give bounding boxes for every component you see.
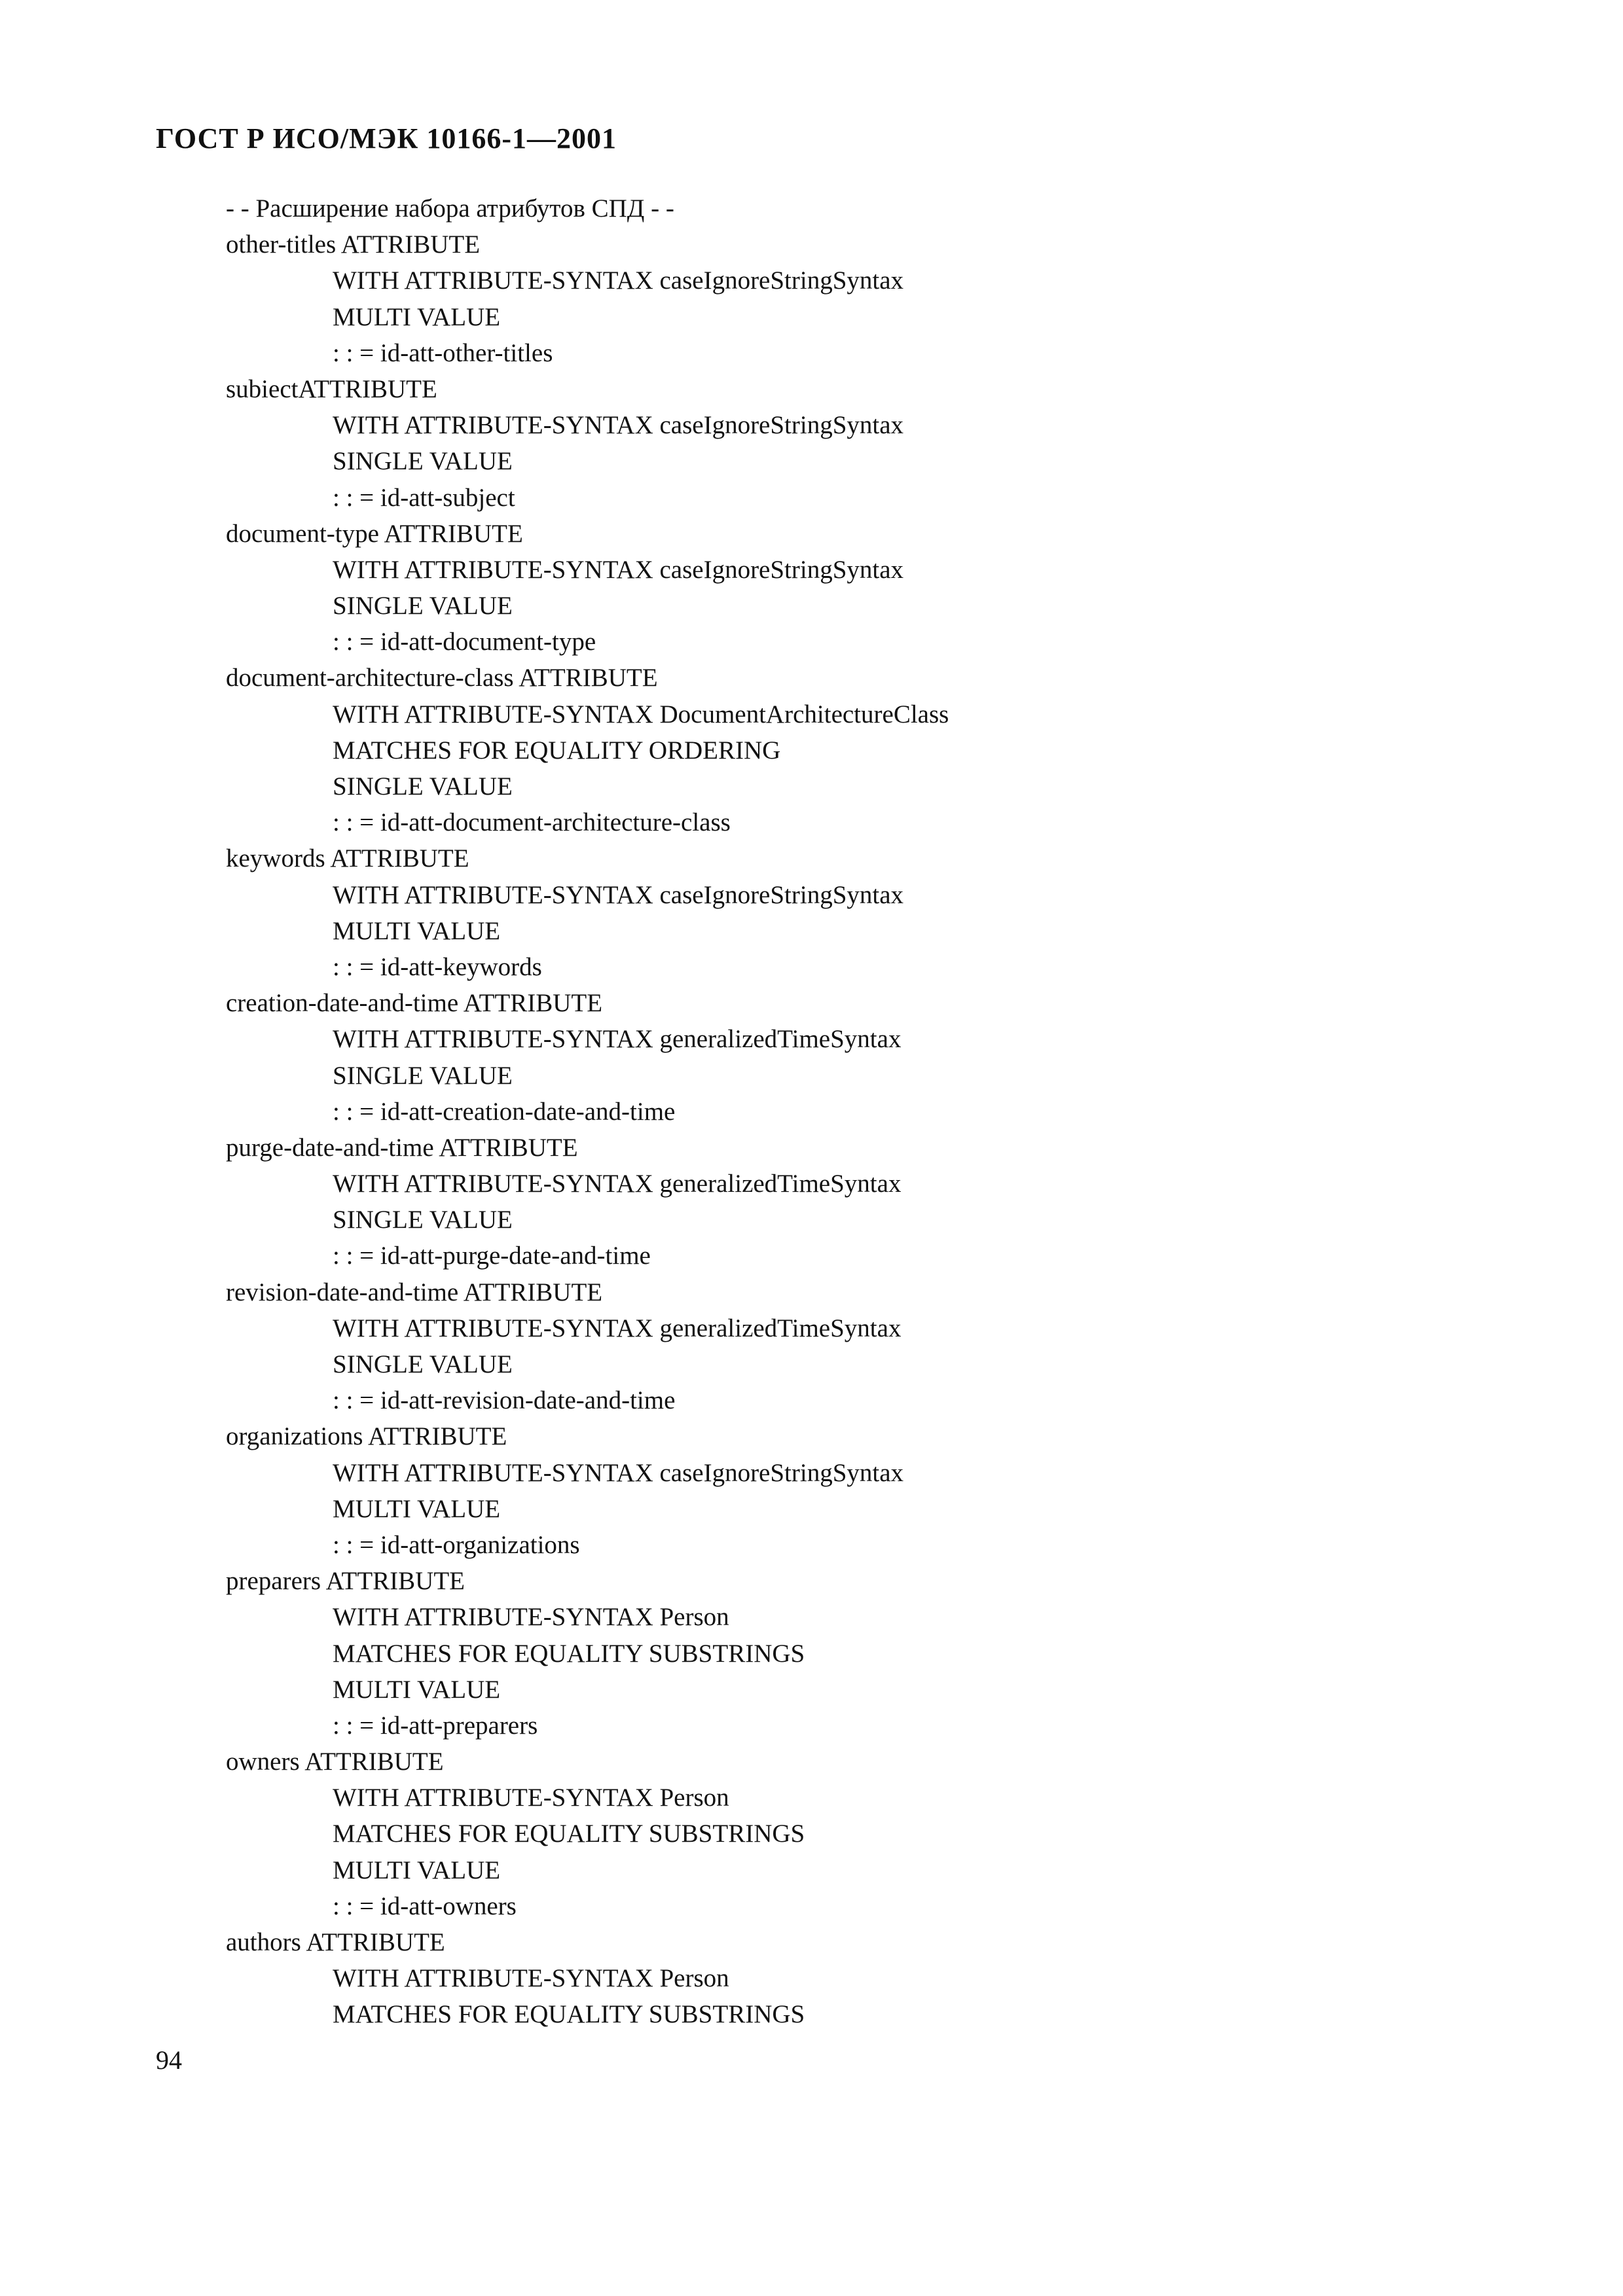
attribute-clause-line: SINGLE VALUE bbox=[333, 772, 513, 800]
attribute-clause-line: MULTI VALUE bbox=[333, 302, 501, 331]
attribute-name-line: authors ATTRIBUTE bbox=[226, 1928, 445, 1956]
attribute-name-line: subiectATTRIBUTE bbox=[226, 374, 437, 403]
attribute-clause-line: SINGLE VALUE bbox=[333, 1206, 513, 1234]
attribute-clause-line: MATCHES FOR EQUALITY SUBSTRINGS bbox=[333, 2000, 805, 2029]
attribute-clause-line: WITH ATTRIBUTE-SYNTAX caseIgnoreStringSyntax bbox=[333, 411, 904, 440]
attribute-clause-line: WITH ATTRIBUTE-SYNTAX Person bbox=[333, 1603, 729, 1632]
attribute-name-line: purge-date-and-time ATTRIBUTE bbox=[226, 1133, 578, 1162]
attribute-clause-line: WITH ATTRIBUTE-SYNTAX Person bbox=[333, 1964, 729, 1993]
attribute-clause-line: WITH ATTRIBUTE-SYNTAX generalizedTimeSyntax bbox=[333, 1314, 902, 1342]
attribute-clause-line: MULTI VALUE bbox=[333, 916, 501, 945]
attribute-clause-line: : : = id-att-document-architecture-class bbox=[333, 808, 731, 837]
attribute-clause-line: : : = id-att-other-titles bbox=[333, 338, 553, 367]
attribute-clause-line: WITH ATTRIBUTE-SYNTAX generalizedTimeSyntax bbox=[333, 1025, 902, 1054]
attribute-name-line: keywords ATTRIBUTE bbox=[226, 844, 469, 873]
attribute-name-line: document-architecture-class ATTRIBUTE bbox=[226, 664, 658, 692]
attribute-clause-line: : : = id-att-creation-date-and-time bbox=[333, 1097, 676, 1126]
attribute-clause-line: MATCHES FOR EQUALITY SUBSTRINGS bbox=[333, 1820, 805, 1848]
attribute-clause-line: : : = id-att-document-type bbox=[333, 628, 596, 656]
attribute-clause-line: MULTI VALUE bbox=[333, 1675, 501, 1704]
attribute-clause-line: : : = id-att-subject bbox=[333, 483, 515, 512]
attribute-name-line: creation-date-and-time ATTRIBUTE bbox=[226, 989, 603, 1018]
attribute-clause-line: WITH ATTRIBUTE-SYNTAX generalizedTimeSyntax bbox=[333, 1170, 902, 1198]
attribute-clause-line: : : = id-att-preparers bbox=[333, 1711, 538, 1740]
attribute-clause-line: SINGLE VALUE bbox=[333, 1350, 513, 1378]
attribute-name-line: document-type ATTRIBUTE bbox=[226, 519, 523, 548]
attribute-clause-line: SINGLE VALUE bbox=[333, 1061, 513, 1090]
attribute-clause-line: MATCHES FOR EQUALITY SUBSTRINGS bbox=[333, 1639, 805, 1668]
attribute-name-line: - - Расширение набора атрибутов СПД - - bbox=[226, 194, 674, 223]
attribute-clause-line: MULTI VALUE bbox=[333, 1494, 501, 1523]
attribute-clause-line: MULTI VALUE bbox=[333, 1856, 501, 1884]
attribute-clause-line: WITH ATTRIBUTE-SYNTAX caseIgnoreStringSyntax bbox=[333, 555, 904, 584]
attribute-name-line: owners ATTRIBUTE bbox=[226, 1748, 444, 1776]
attribute-name-line: organizations ATTRIBUTE bbox=[226, 1422, 507, 1451]
attribute-definitions-listing bbox=[226, 190, 1535, 2033]
document-header-title: ГОСТ Р ИСО/МЭК 10166-1—2001 bbox=[156, 122, 617, 154]
attribute-clause-line: WITH ATTRIBUTE-SYNTAX Person bbox=[333, 1784, 729, 1812]
attribute-name-line: other-titles ATTRIBUTE bbox=[226, 230, 481, 259]
attribute-name-line: preparers ATTRIBUTE bbox=[226, 1567, 465, 1596]
page-number: 94 bbox=[156, 2045, 182, 2075]
attribute-clause-line: MATCHES FOR EQUALITY ORDERING bbox=[333, 736, 781, 764]
attribute-clause-line: SINGLE VALUE bbox=[333, 592, 513, 620]
attribute-clause-line: WITH ATTRIBUTE-SYNTAX caseIgnoreStringSyntax bbox=[333, 266, 904, 295]
attribute-clause-line: WITH ATTRIBUTE-SYNTAX caseIgnoreStringSyntax bbox=[333, 880, 904, 909]
attribute-clause-line: : : = id-att-revision-date-and-time bbox=[333, 1386, 676, 1415]
attribute-name-line: revision-date-and-time ATTRIBUTE bbox=[226, 1278, 603, 1306]
attribute-clause-line: WITH ATTRIBUTE-SYNTAX caseIgnoreStringSyntax bbox=[333, 1458, 904, 1487]
attribute-clause-line: SINGLE VALUE bbox=[333, 447, 513, 476]
attribute-clause-line: : : = id-att-organizations bbox=[333, 1530, 580, 1559]
attribute-clause-line: WITH ATTRIBUTE-SYNTAX DocumentArchitectureClass bbox=[333, 700, 949, 728]
attribute-clause-line: : : = id-att-purge-date-and-time bbox=[333, 1242, 651, 1270]
attribute-clause-line: : : = id-att-owners bbox=[333, 1892, 517, 1920]
attribute-clause-line: : : = id-att-keywords bbox=[333, 952, 542, 981]
